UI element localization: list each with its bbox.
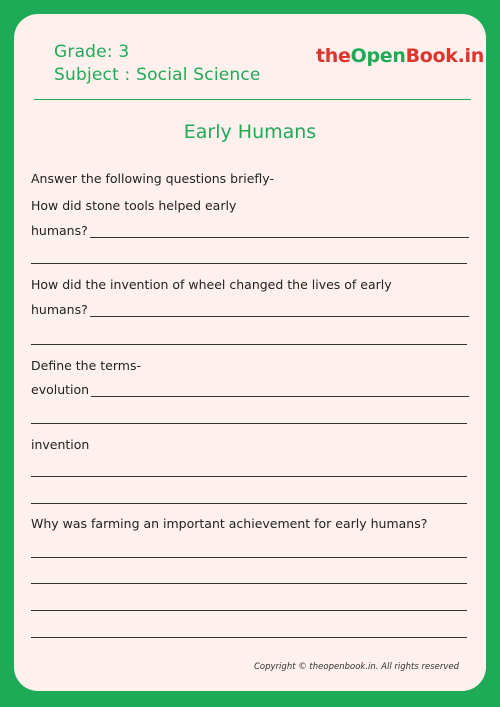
question-2-answer-row[interactable] (31, 303, 469, 317)
logo-text-book: Book.in (405, 45, 484, 67)
grade-label: Grade: 3 (54, 42, 130, 62)
question-2-continuation: humans? (31, 302, 88, 317)
answer-line[interactable] (31, 503, 467, 504)
instructions-text: Answer the following questions briefly- (31, 171, 274, 186)
answer-line[interactable] (31, 263, 467, 264)
answer-line[interactable] (31, 637, 467, 638)
answer-line[interactable] (31, 583, 467, 584)
answer-line[interactable] (31, 610, 467, 611)
question-1-text: How did stone tools helped early (31, 198, 237, 213)
answer-line (90, 315, 469, 317)
header-divider (34, 99, 471, 100)
question-1-continuation: humans? (31, 223, 88, 238)
answer-line[interactable] (31, 476, 467, 477)
question-2-text: How did the invention of wheel changed the lives of early (31, 277, 392, 292)
term-invention-label: invention (31, 437, 90, 452)
logo-text-the: the (316, 45, 351, 67)
term-evolution-label: evolution (31, 382, 90, 397)
answer-line[interactable] (31, 344, 467, 345)
term-evolution-row[interactable] (31, 383, 469, 397)
answer-line (90, 236, 469, 238)
answer-line[interactable] (31, 557, 467, 558)
copyright-text: Copyright © theopenbook.in. All rights reserved (254, 662, 460, 672)
question-4-text: Why was farming an important achievement for early humans? (31, 516, 428, 531)
site-logo[interactable] (316, 45, 484, 67)
question-3-text: Define the terms- (31, 358, 141, 373)
answer-line (91, 395, 469, 397)
answer-line[interactable] (31, 423, 467, 424)
subject-label: Subject : Social Science (54, 65, 261, 85)
worksheet-card (14, 14, 486, 691)
page-title: Early Humans (183, 121, 317, 143)
logo-text-open: Open (350, 45, 406, 67)
question-1-answer-row[interactable] (31, 224, 469, 238)
